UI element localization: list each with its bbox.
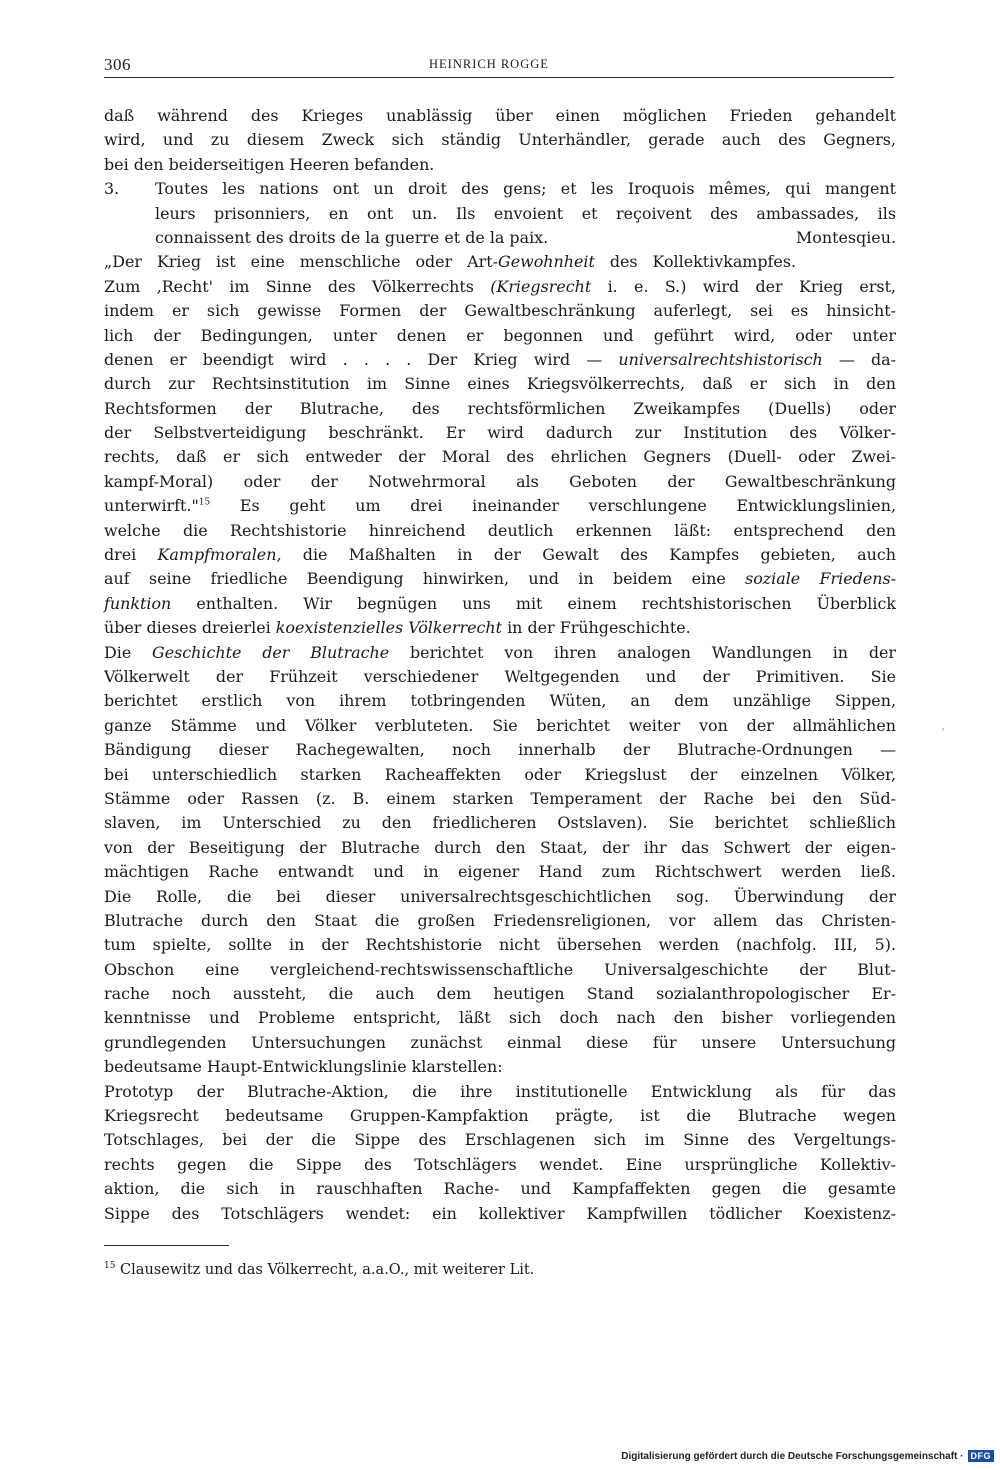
text-line: kampf-Moral) oder der Notwehrmoral als Geboten der Gewaltbeschränkung	[104, 471, 896, 491]
citation-author: Montesqieu.	[796, 227, 896, 247]
text-line: Die Rolle, die bei dieser universalrechtsgeschichtlichen sog. Überwindung der	[104, 886, 896, 906]
text-line: Die Geschichte der Blutrache berichtet von ihren analogen Wandlungen in der	[104, 642, 897, 662]
digitization-credit	[621, 1450, 994, 1462]
text-line: Völkerwelt der Frühzeit verschiedener Weltgegenden und der Primitiven. Sie	[104, 666, 896, 686]
text-line: Sippe des Totschlägers wendet: ein kollektiver Kampfwillen tödlicher Koexistenz-	[104, 1203, 896, 1223]
text-line: aktion, die sich in rauschhaften Rache- und Kampfaffekten gegen die gesamte	[104, 1179, 896, 1199]
text-line: Totschlages, bei der die Sippe des Erschlagenen sich im Sinne des Vergeltungs-	[104, 1130, 896, 1150]
text-line: Zum ‚Recht' im Sinne des Völkerrechts (Kriegsrecht i. e. S.) wird der Krieg erst,	[104, 276, 897, 296]
text-line: Prototyp der Blutrache-Aktion, die ihre institutionelle Entwicklung als für das	[104, 1081, 896, 1101]
text-line: Stämme oder Rassen (z. B. einem starken Temperament der Rache bei den Süd-	[104, 788, 896, 808]
text-line: „Der Krieg ist eine menschliche oder Art-Gewohnheit des Kollektivkampfes.	[104, 252, 797, 272]
text-line: bei unterschiedlich starken Racheaffekten oder Kriegslust der einzelnen Völker,	[104, 764, 896, 784]
numbered-item-line: leurs prisonniers, en ont un. Ils envoient et reçoivent des ambassades, ils	[155, 203, 896, 223]
text-line: Obschon eine vergleichend-rechtswissenschaftliche Universalgeschichte der Blut-	[104, 959, 896, 979]
text-line: bei den beiderseitigen Heeren befanden.	[104, 154, 435, 174]
text-line: rache noch aussteht, die auch dem heutigen Stand sozialanthropologischer Er-	[104, 984, 896, 1004]
footnote	[104, 1262, 534, 1278]
text-line: lich der Bedingungen, unter denen er begonnen und geführt wird, oder unter	[104, 325, 896, 345]
body-text	[104, 104, 896, 1226]
text-line: unterwirft."$^{15}$ Es geht um drei ineinander verschlungene Entwicklungslinien,	[104, 496, 896, 516]
text-line: Bändigung dieser Rachegewalten, noch innerhalb der Blutrache-Ordnungen —	[104, 740, 896, 760]
item-number: 3.	[104, 179, 120, 199]
text-line: auf seine friedliche Beendigung hinwirken, und in beidem eine soziale Friedens-	[104, 569, 896, 589]
text-line: Kriegsrecht bedeutsame Gruppen-Kampfaktion prägte, ist die Blutrache wegen	[104, 1106, 896, 1126]
text-line: der Selbstverteidigung beschränkt. Er wird dadurch zur Institution des Völker-	[104, 423, 896, 443]
text-line: denen er beendigt wird . . . . Der Krieg wird — universalrechtshistorisch — da-	[104, 349, 896, 369]
text-line: welche die Rechtshistorie hinreichend deutlich erkennen läßt: entsprechend den	[104, 520, 896, 540]
text-line: ganze Stämme und Völker verbluteten. Sie berichtet weiter von der allmählichen	[104, 715, 896, 735]
text-line: über dieses dreierlei koexistenzielles Völkerrecht in der Frühgeschichte.	[104, 618, 691, 638]
text-line: funktion enthalten. Wir begnügen uns mit einem rechtshistorischen Überblick	[104, 593, 896, 613]
text-line: berichtet erstlich von ihrem totbringenden Wüten, an dem unzählige Sippen,	[104, 691, 896, 711]
text-line: Blutrache durch den Staat die großen Friedensreligionen, vor allem das Christen-	[104, 910, 896, 930]
running-head: HEINRICH ROGGE	[429, 57, 549, 71]
text-line: kenntnisse und Probleme entspricht, läßt sich doch nach den bisher vorliegenden	[104, 1008, 896, 1028]
text-line: daß während des Krieges unablässig über einen möglichen Frieden gehandelt	[104, 106, 896, 125]
text-line: tum spielte, sollte in der Rechtshistorie nicht übersehen werden (nachfolg. III, 5).	[104, 935, 896, 955]
text-line: bedeutsame Haupt-Entwicklungslinie klarstellen:	[104, 1057, 503, 1077]
text-line: rechts gegen die Sippe des Totschlägers wendet. Eine ursprüngliche Kollektiv-	[104, 1154, 896, 1174]
text-line: indem er sich gewisse Formen der Gewaltbeschränkung auferlegt, sei es hinsicht-	[104, 301, 896, 321]
page-header	[104, 55, 894, 78]
footnote-divider	[104, 1245, 229, 1246]
credit-text: Digitalisierung gefördert durch die Deutsche Forschungsgemeinschaft ·	[621, 1450, 964, 1462]
text-line: Rechtsformen der Blutrache, des rechtsförmlichen Zweikampfes (Duells) oder	[104, 398, 896, 418]
page-number: 306	[104, 55, 131, 74]
numbered-item-line: connaissent des droits de la guerre et de la paix. Montesqieu.	[104, 226, 896, 250]
text-line: wird, und zu diesem Zweck sich ständig Unterhändler, gerade auch des Gegners,	[104, 130, 896, 150]
footnote-text: Clausewitz und das Völkerrecht, a.a.O., mit weiterer Lit.	[115, 1262, 535, 1278]
text-line: durch zur Rechtsinstitution im Sinne eines Kriegsvölkerrechts, daß er sich in den	[104, 374, 896, 394]
footnote-number: 15	[104, 1261, 116, 1272]
text-line: mächtigen Rache entwandt und in eigener Hand zum Richtschwert werden ließ.	[104, 862, 896, 882]
text-line: rechts, daß er sich entweder der Moral des ehrlichen Gegners (Duell- oder Zwei-	[104, 447, 896, 467]
text-line: drei Kampfmoralen, die Maßhalten in der Gewalt des Kampfes gebieten, auch	[104, 545, 896, 565]
footnote-ref: 15	[198, 497, 211, 508]
numbered-item-line: 3. Toutes les nations ont un droit des gens; et les Iroquois mêmes, qui mangent	[104, 177, 896, 201]
dfg-logo: DFG	[968, 1450, 995, 1462]
margin-mark: ′	[942, 728, 945, 739]
text-line: grundlegenden Untersuchungen zunächst einmal diese für unsere Untersuchung	[104, 1032, 896, 1052]
text-line: von der Beseitigung der Blutrache durch den Staat, der ihr das Schwert der eigen-	[104, 837, 896, 857]
text-line: slaven, im Unterschied zu den friedlicheren Ostslaven). Sie berichtet schließlich	[104, 813, 896, 833]
